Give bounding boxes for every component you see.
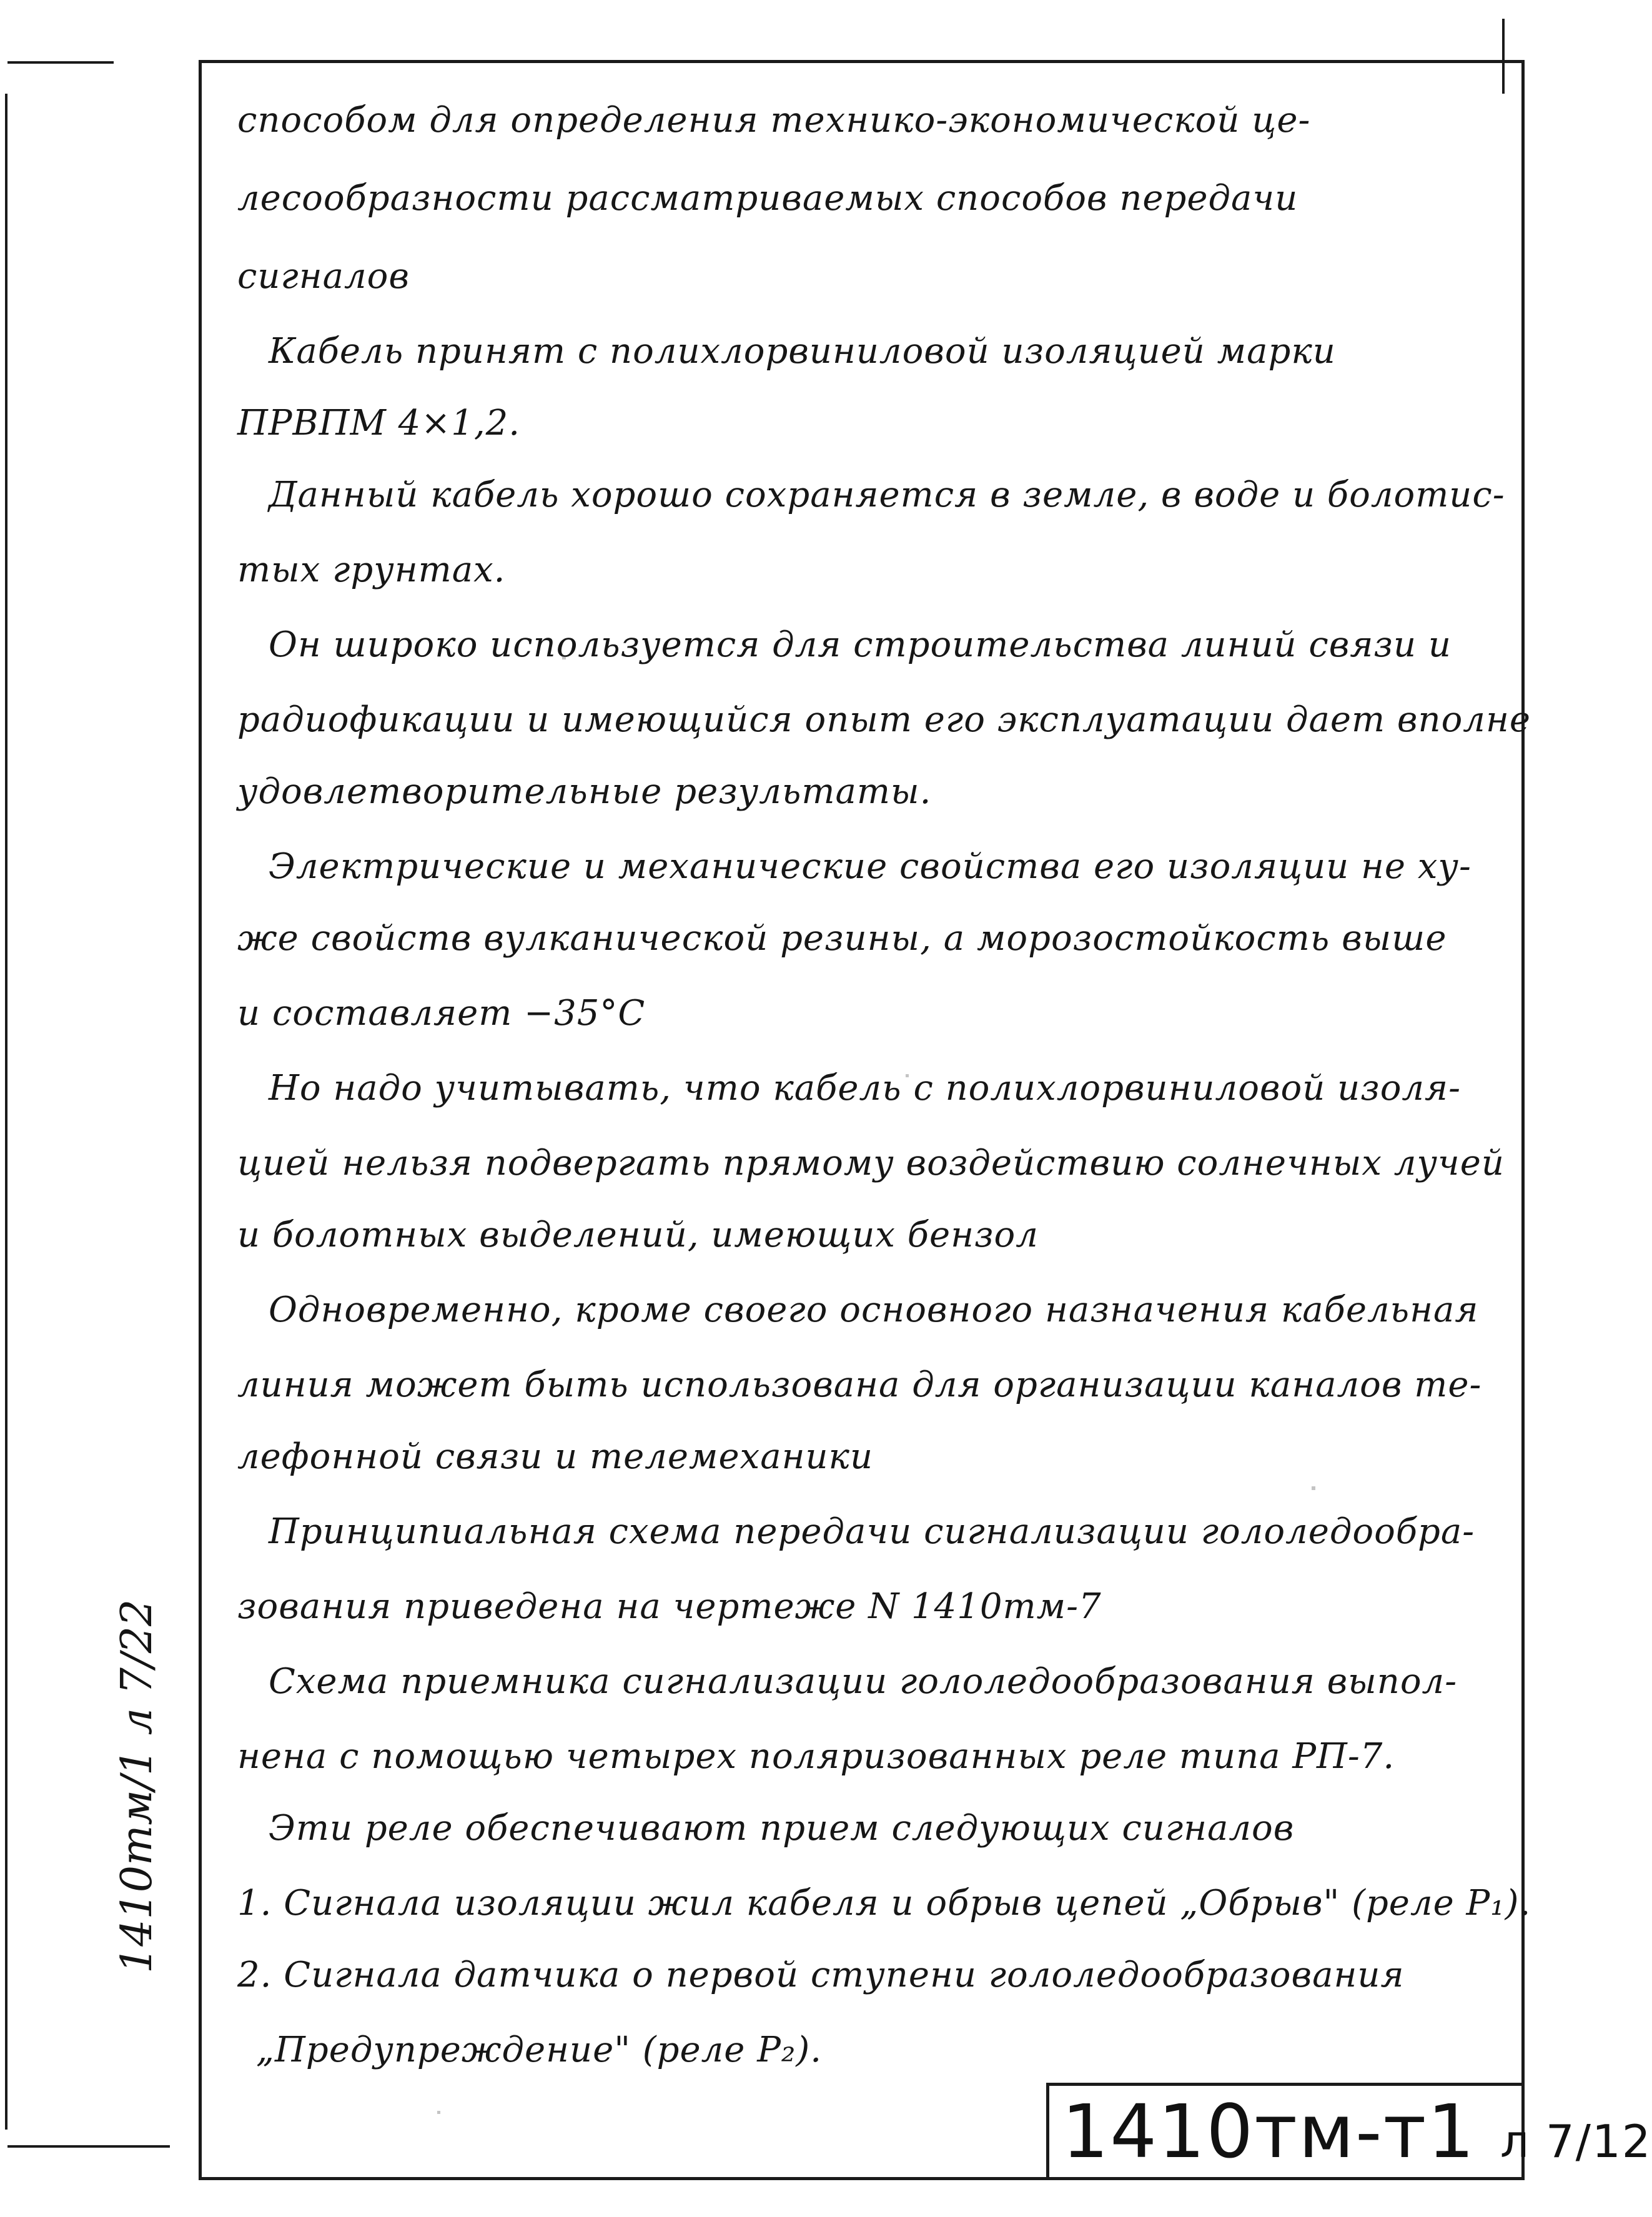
text-line: способом для определения технико-экономической це- — [237, 100, 1311, 141]
scan-speck — [1312, 1486, 1315, 1490]
text-line: Схема приемника сигнализации гололедообразования выпол- — [269, 1661, 1458, 1702]
text-line: цией нельзя подвергать прямому воздействию солнечных лучей — [237, 1143, 1505, 1183]
text-line: удовлетворительные результаты. — [237, 771, 932, 812]
scan-speck — [562, 656, 566, 659]
stamp-code: 1410тм-т1 — [1062, 2088, 1476, 2175]
frame-right-border — [1521, 60, 1525, 2180]
stamp-sheet-number: л 7/12 — [1500, 2115, 1652, 2168]
outer-frame-top — [7, 61, 114, 64]
margin-reference-note: 1410тм/1 л 7/22 — [112, 1599, 162, 1973]
text-line: Данный кабель хорошо сохраняется в земле, в воде и болотис- — [269, 475, 1505, 515]
text-line: лесообразности рассматриваемых способов передачи — [237, 178, 1298, 219]
frame-top-border — [200, 60, 1524, 63]
frame-left-border — [199, 60, 202, 2180]
text-line: линия может быть использована для организации каналов те- — [237, 1365, 1482, 1405]
text-line: Принципиальная схема передачи сигнализации гололедообра- — [269, 1511, 1475, 1552]
text-line: 2. Сигнала датчика о первой ступени гололедообразования — [237, 1955, 1405, 1995]
text-line: Одновременно, кроме своего основного назначения кабельная — [269, 1290, 1479, 1330]
scan-speck — [906, 1074, 909, 1077]
text-line: ПРВПМ 4×1,2. — [237, 403, 521, 443]
scan-speck — [437, 2111, 440, 2114]
text-line: Кабель принят с полихлорвиниловой изоляцией марки — [269, 331, 1336, 372]
title-block-stamp — [1046, 2083, 1652, 2178]
text-line: и болотных выделений, имеющих бензол — [237, 1215, 1039, 1255]
text-line: тых грунтах. — [237, 550, 506, 590]
outer-frame-tick — [1502, 19, 1505, 94]
text-line: Электрические и механические свойства его изоляции не ху- — [269, 846, 1471, 887]
stamp-drawing-code — [1062, 2088, 1652, 2175]
text-line: радиофикации и имеющийся опыт его эксплуатации дает вполне — [237, 699, 1531, 740]
outer-frame-bottom — [7, 2145, 170, 2148]
text-line: и составляет −35°С — [237, 993, 646, 1034]
text-line: 1. Сигнала изоляции жил кабеля и обрыв цепей „Обрыв" (реле P₁). — [237, 1883, 1531, 1923]
outer-frame-left — [5, 94, 7, 2130]
text-line: Он широко используется для строительства линий связи и — [269, 625, 1452, 665]
text-line: зования приведена на чертеже N 1410тм-7 — [237, 1586, 1102, 1627]
text-line: сигналов — [237, 256, 410, 297]
text-line: же свойств вулканической резины, а морозостойкость выше — [237, 918, 1447, 959]
text-line: Но надо учитывать, что кабель с полихлорвиниловой изоля- — [269, 1068, 1462, 1108]
text-line: лефонной связи и телемеханики — [237, 1436, 874, 1477]
text-line: нена с помощью четырех поляризованных реле типа РП-7. — [237, 1736, 1395, 1777]
text-line: Эти реле обеспечивают прием следующих сигналов — [269, 1808, 1295, 1849]
text-line: „Предупреждение" (реле P₂). — [256, 2030, 823, 2070]
